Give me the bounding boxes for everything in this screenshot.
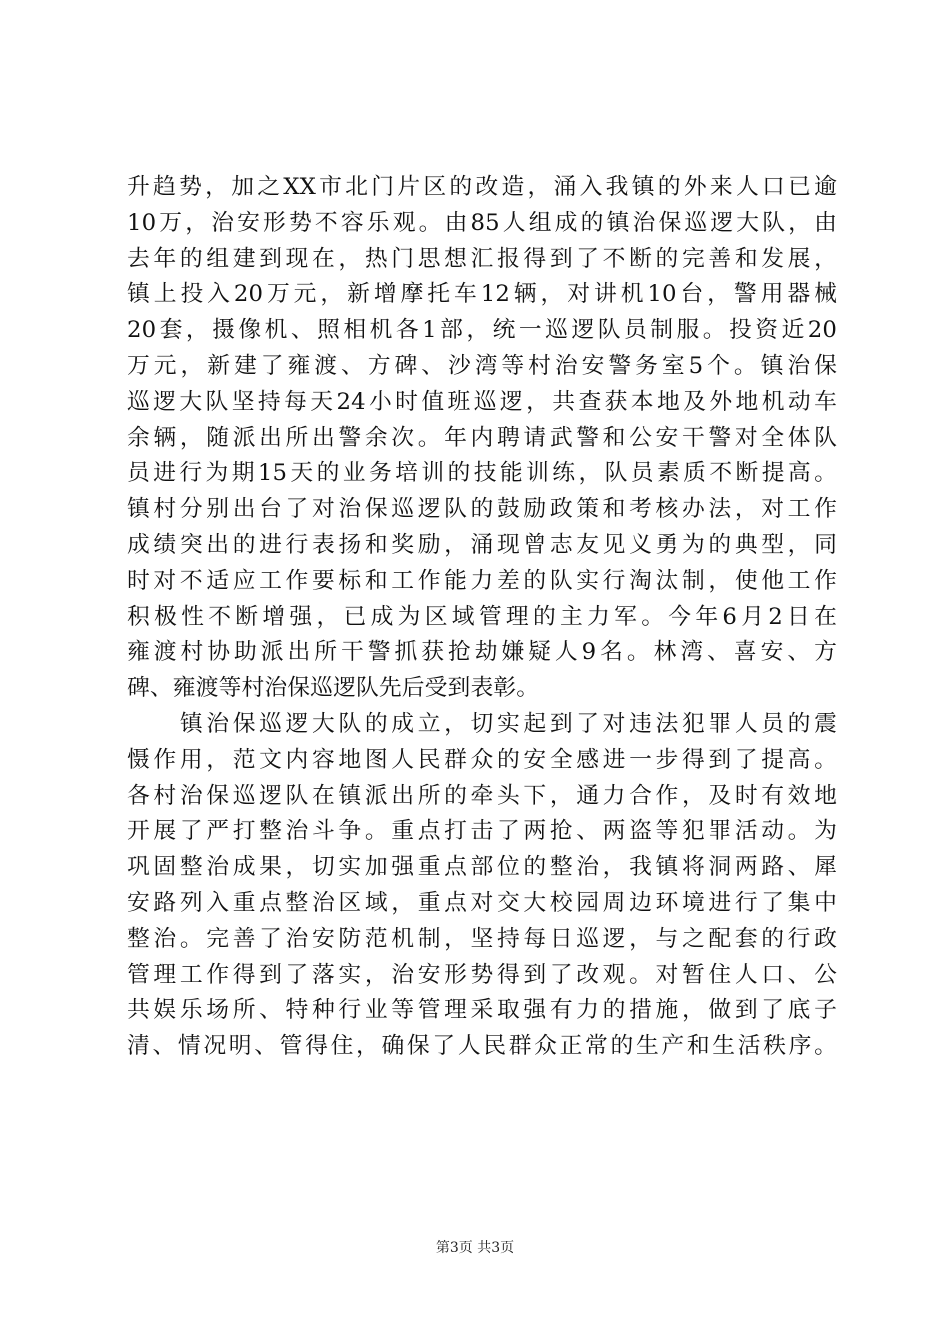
text-line: 各村治保巡逻队在镇派出所的牵头下，通力合作，及时有效地 bbox=[127, 782, 837, 809]
paragraph-end-line: 碑、雍渡等村治保巡逻队先后受到表彰。 bbox=[127, 675, 540, 702]
text-line: 共娱乐场所、特种行业等管理采取强有力的措施，做到了底子 bbox=[127, 997, 837, 1024]
text-line: 慑作用，范文内容地图人民群众的安全感进一步得到了提高。 bbox=[127, 746, 837, 773]
text-line: 整治。完善了治安防范机制，坚持每日巡逻，与之配套的行政 bbox=[127, 925, 837, 952]
text-line: 雍渡村协助派出所干警抓获抢劫嫌疑人9名。林湾、喜安、方 bbox=[127, 639, 837, 666]
text-line: 开展了严打整治斗争。重点打击了两抢、两盗等犯罪活动。为 bbox=[127, 818, 837, 845]
text-line: 积极性不断增强，已成为区域管理的主力军。今年6月2日在 bbox=[127, 603, 837, 630]
text-line: 巩固整治成果，切实加强重点部位的整治，我镇将洞两路、犀 bbox=[127, 854, 837, 881]
text-line: 升趋势，加之XX市北门片区的改造，涌入我镇的外来人口已逾 bbox=[127, 174, 837, 200]
text-line: 时对不适应工作要标和工作能力差的队实行淘汰制，使他工作 bbox=[127, 567, 837, 594]
text-line: 10万，治安形势不容乐观。由85人组成的镇治保巡逻大队，由 bbox=[127, 209, 837, 236]
page-footer bbox=[0, 1238, 950, 1258]
text-line: 20套，摄像机、照相机各1部，统一巡逻队员制服。投资近20 bbox=[127, 317, 837, 344]
text-line: 安路列入重点整治区域，重点对交大校园周边环境进行了集中 bbox=[127, 889, 837, 916]
text-line: 余辆，随派出所出警余次。年内聘请武警和公安干警对全体队 bbox=[127, 424, 837, 451]
text-line: 员进行为期15天的业务培训的技能训练，队员素质不断提高。 bbox=[127, 460, 837, 487]
text-line: 镇上投入20万元，新增摩托车12辆，对讲机10台，警用器械 bbox=[127, 281, 837, 308]
text-line: 镇村分别出台了对治保巡逻队的鼓励政策和考核办法，对工作 bbox=[127, 496, 837, 523]
paragraph-start-line: 镇治保巡逻大队的成立，切实起到了对违法犯罪人员的震 bbox=[127, 710, 837, 737]
text-line: 管理工作得到了落实，治安形势得到了改观。对暂住人口、公 bbox=[127, 961, 837, 988]
text-line: 清、情况明、管得住，确保了人民群众正常的生产和生活秩序。 bbox=[127, 1033, 837, 1060]
body-text bbox=[127, 170, 837, 1065]
text-line: 去年的组建到现在，热门思想汇报得到了不断的完善和发展， bbox=[127, 245, 837, 272]
text-line: 成绩突出的进行表扬和奖励，涌现曾志友见义勇为的典型，同 bbox=[127, 531, 837, 558]
page-number: 第3页 共3页 bbox=[435, 1240, 515, 1256]
text-line: 巡逻大队坚持每天24小时值班巡逻，共查获本地及外地机动车 bbox=[127, 388, 837, 415]
text-line: 万元，新建了雍渡、方碑、沙湾等村治安警务室5个。镇治保 bbox=[127, 352, 837, 379]
